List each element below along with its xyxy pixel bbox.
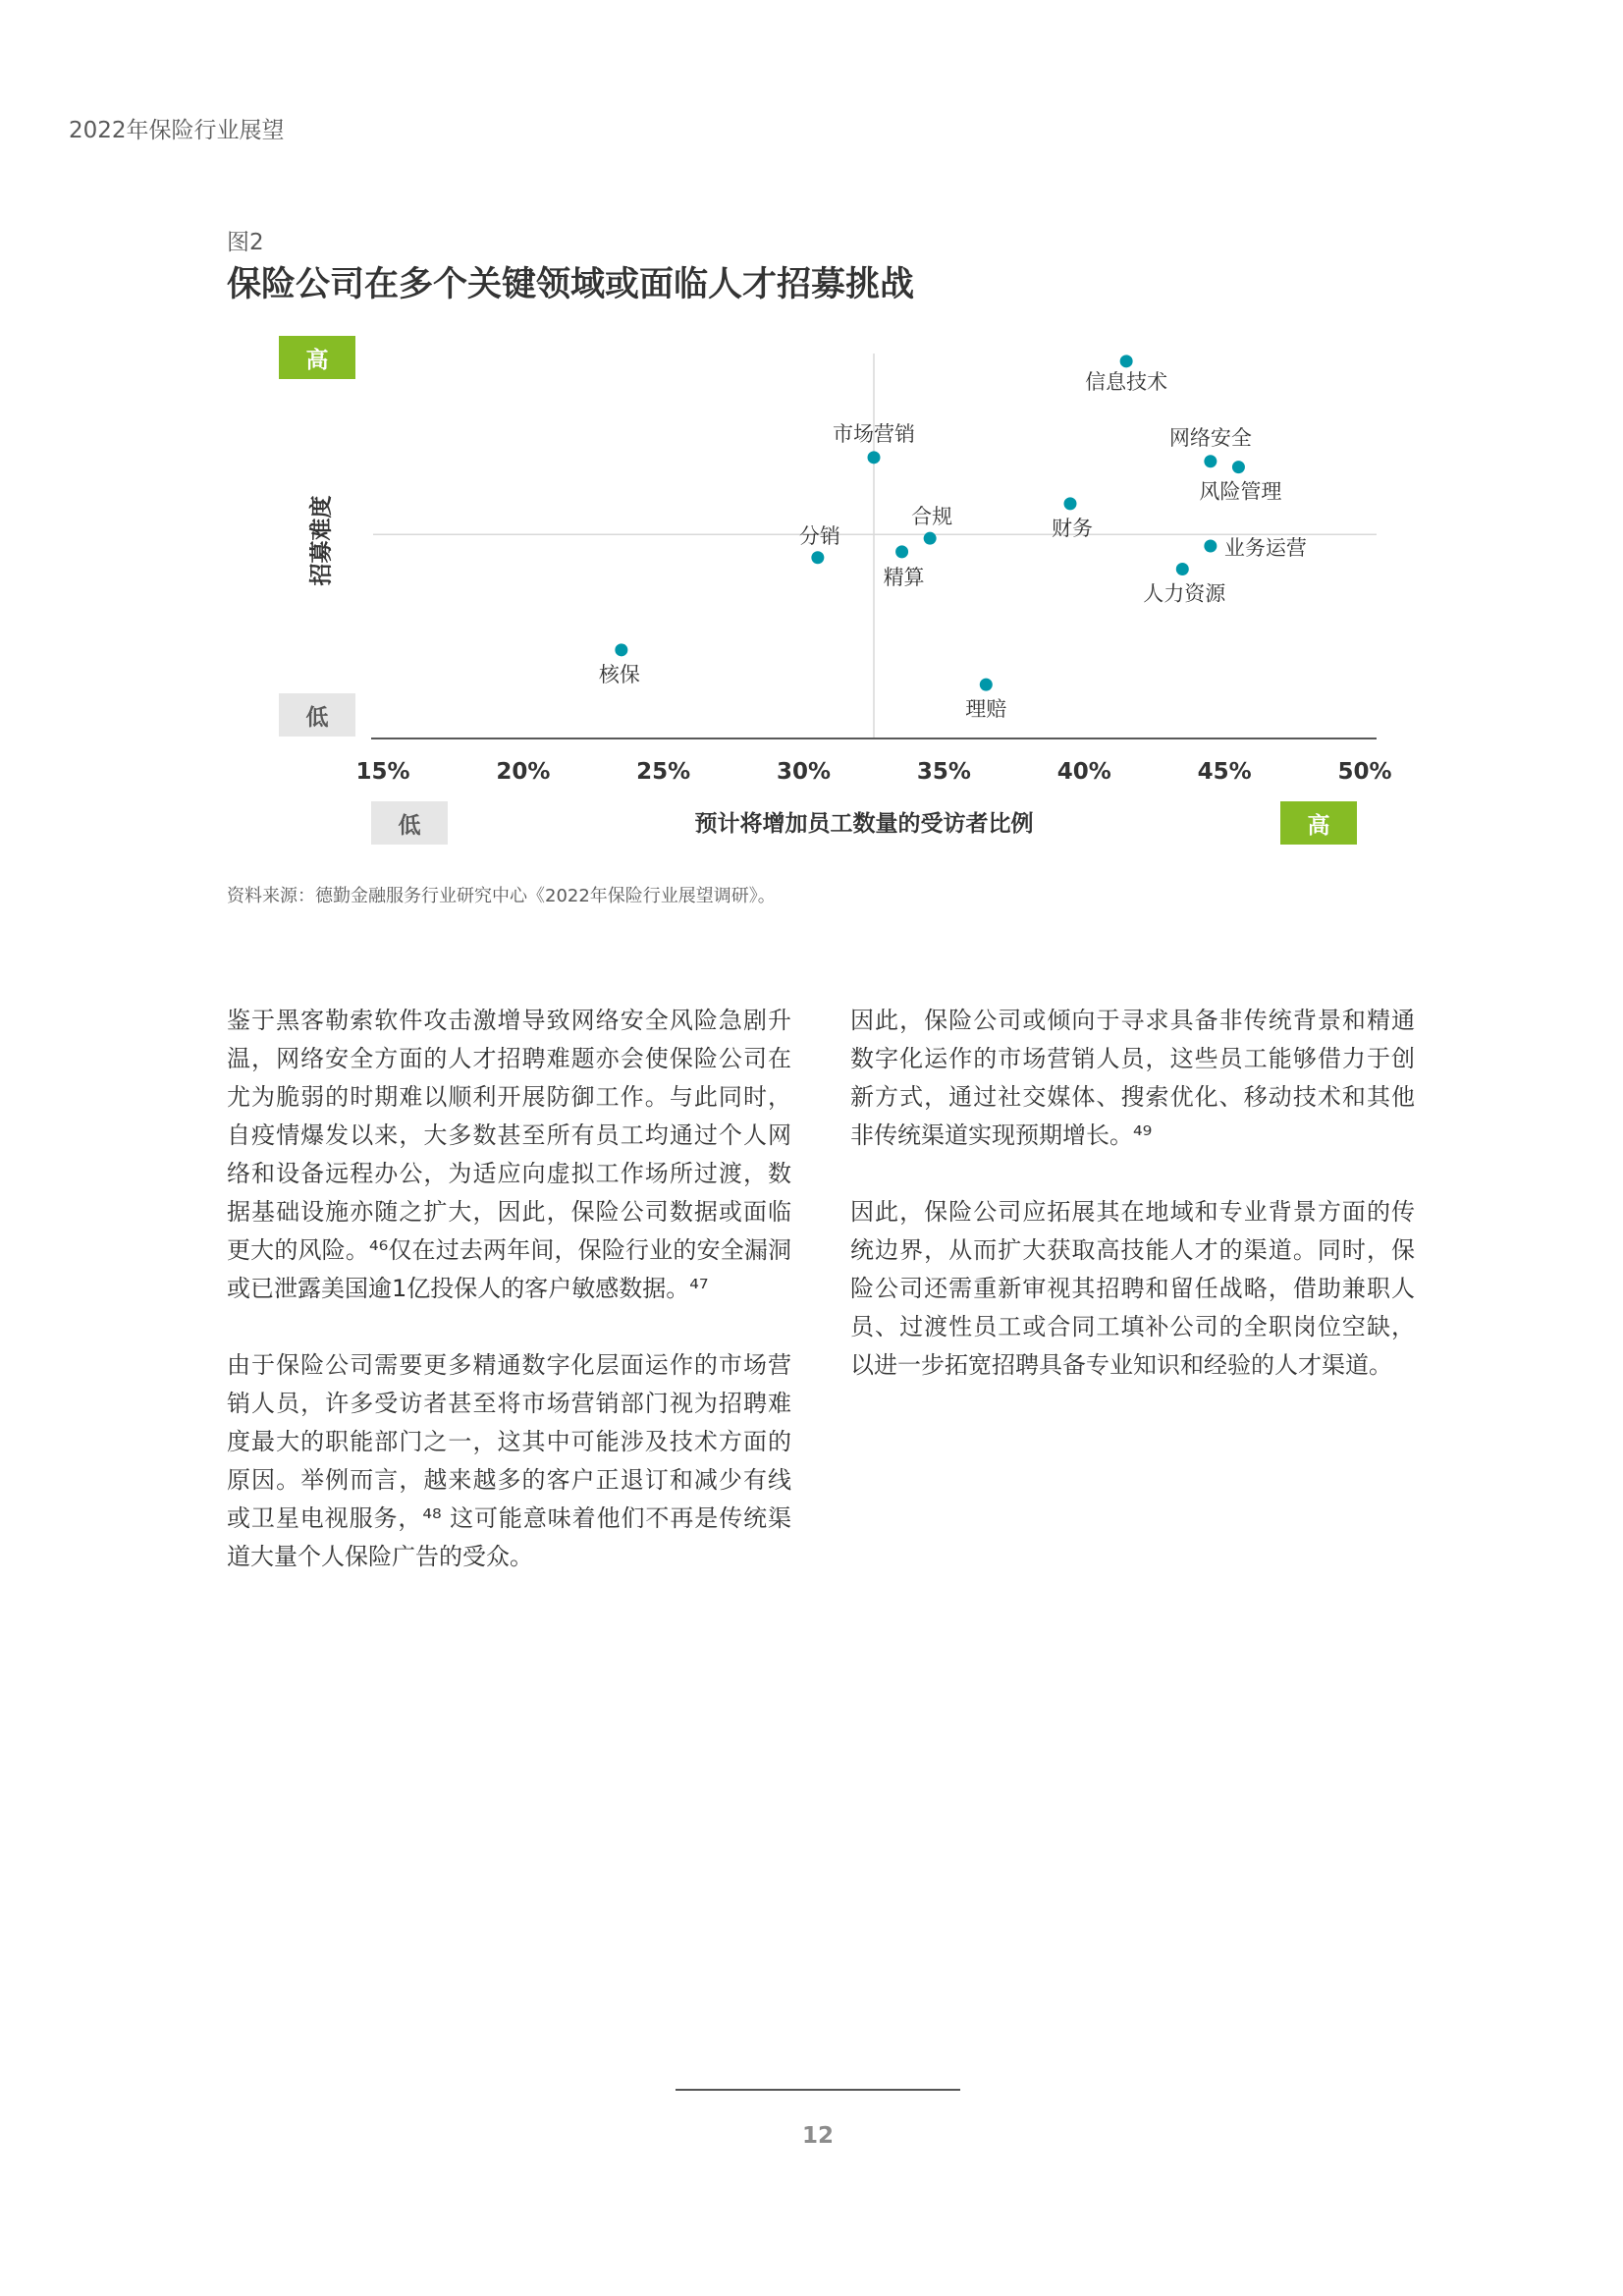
figure-title: 保险公司在多个关键领域或面临人才招募挑战 [227, 265, 915, 304]
point-label: 合规 [911, 505, 953, 529]
x-tick-label: 30% [777, 759, 832, 785]
x-tick-label: 45% [1197, 759, 1252, 785]
running-header: 2022年保险行业展望 [69, 118, 285, 143]
point-label: 信息技术 [1085, 369, 1168, 394]
x-tick-label: 15% [355, 759, 410, 785]
point-label: 市场营销 [833, 421, 915, 446]
point-label: 财务 [1052, 516, 1093, 540]
chart-plot [0, 0, 1623, 884]
data-point [895, 545, 908, 558]
data-point [1176, 563, 1189, 575]
point-label: 风险管理 [1199, 479, 1282, 504]
data-point [811, 551, 824, 564]
point-label: 精算 [883, 565, 925, 589]
point-label: 网络安全 [1168, 425, 1252, 450]
point-label: 理赔 [965, 697, 1007, 722]
point-label: 分销 [798, 523, 840, 548]
data-point [1204, 540, 1217, 553]
x-axis-title: 预计将增加员工数量的受访者比例 [694, 811, 1034, 837]
x-tick-label: 50% [1337, 759, 1392, 785]
page-number: 12 [801, 2123, 834, 2149]
x-axis-low-tag: 低 [371, 801, 448, 845]
y-axis-low-tag: 低 [279, 693, 355, 737]
data-point [980, 679, 993, 691]
data-point [1120, 355, 1133, 367]
body-paragraph: 鉴于黑客勒索软件攻击激增导致网络安全风险急剧升温，网络安全方面的人才招聘难题亦会使保险公司在尤为脆弱的时期难以顺利开展防御工作。与此同时，自疫情爆发以来，大多数甚至所有员工均通过个人网络和设备远程办公，为适应向虚拟工作场所过渡，数据基础设施亦随之扩大，因此，保险公司数据或面临更大的风险。⁴⁶仅在过去两年间，保险行业的安全漏洞或已泄露美国逾1亿投保人的客户敏感数据。⁴⁷ [227, 1007, 791, 1302]
point-label: 核保 [598, 662, 640, 686]
data-point [924, 532, 937, 545]
data-point [1064, 497, 1077, 510]
data-point [1232, 461, 1245, 473]
data-point [615, 643, 627, 656]
y-axis-high-tag: 高 [279, 336, 355, 379]
x-tick-label: 40% [1056, 759, 1111, 785]
body-paragraph: 因此，保险公司或倾向于寻求具备非传统背景和精通数字化运作的市场营销人员，这些员工能够借力于创新方式，通过社交媒体、搜索优化、移动技术和其他非传统渠道实现预期增长。⁴⁹ [850, 1007, 1415, 1149]
point-label: 业务运营 [1223, 536, 1307, 560]
x-tick-label: 25% [636, 759, 691, 785]
data-point [868, 451, 881, 464]
body-paragraph: 由于保险公司需要更多精通数字化层面运作的市场营销人员，许多受访者甚至将市场营销部门视为招聘难度最大的职能部门之一，这其中可能涉及技术方面的原因。举例而言，越来越多的客户正退订和减少有线或卫星电视服务，⁴⁸ 这可能意味着他们不再是传统渠道大量个人保险广告的受众。 [227, 1351, 791, 1570]
figure-source: 资料来源：德勤金融服务行业研究中心《2022年保险行业展望调研》。 [227, 886, 776, 906]
footer-rule [676, 2089, 960, 2091]
figure-label: 图2 [227, 230, 264, 255]
body-paragraph: 因此，保险公司应拓展其在地域和专业背景方面的传统边界，从而扩大获取高技能人才的渠道。同时，保险公司还需重新审视其招聘和留任战略，借助兼职人员、过渡性员工或合同工填补公司的全职岗位空缺，以进一步拓宽招聘具备专业知识和经验的人才渠道。 [850, 1198, 1415, 1379]
data-point [1204, 455, 1217, 467]
body-column-right [850, 1002, 1415, 1423]
y-axis-title: 招募难度 [308, 495, 335, 585]
y-axis-title-box [297, 452, 342, 629]
x-axis-high-tag: 高 [1280, 801, 1357, 845]
point-label: 人力资源 [1143, 581, 1226, 606]
x-tick-label: 35% [916, 759, 971, 785]
body-column-left [227, 1002, 791, 1614]
x-tick-label: 20% [496, 759, 551, 785]
